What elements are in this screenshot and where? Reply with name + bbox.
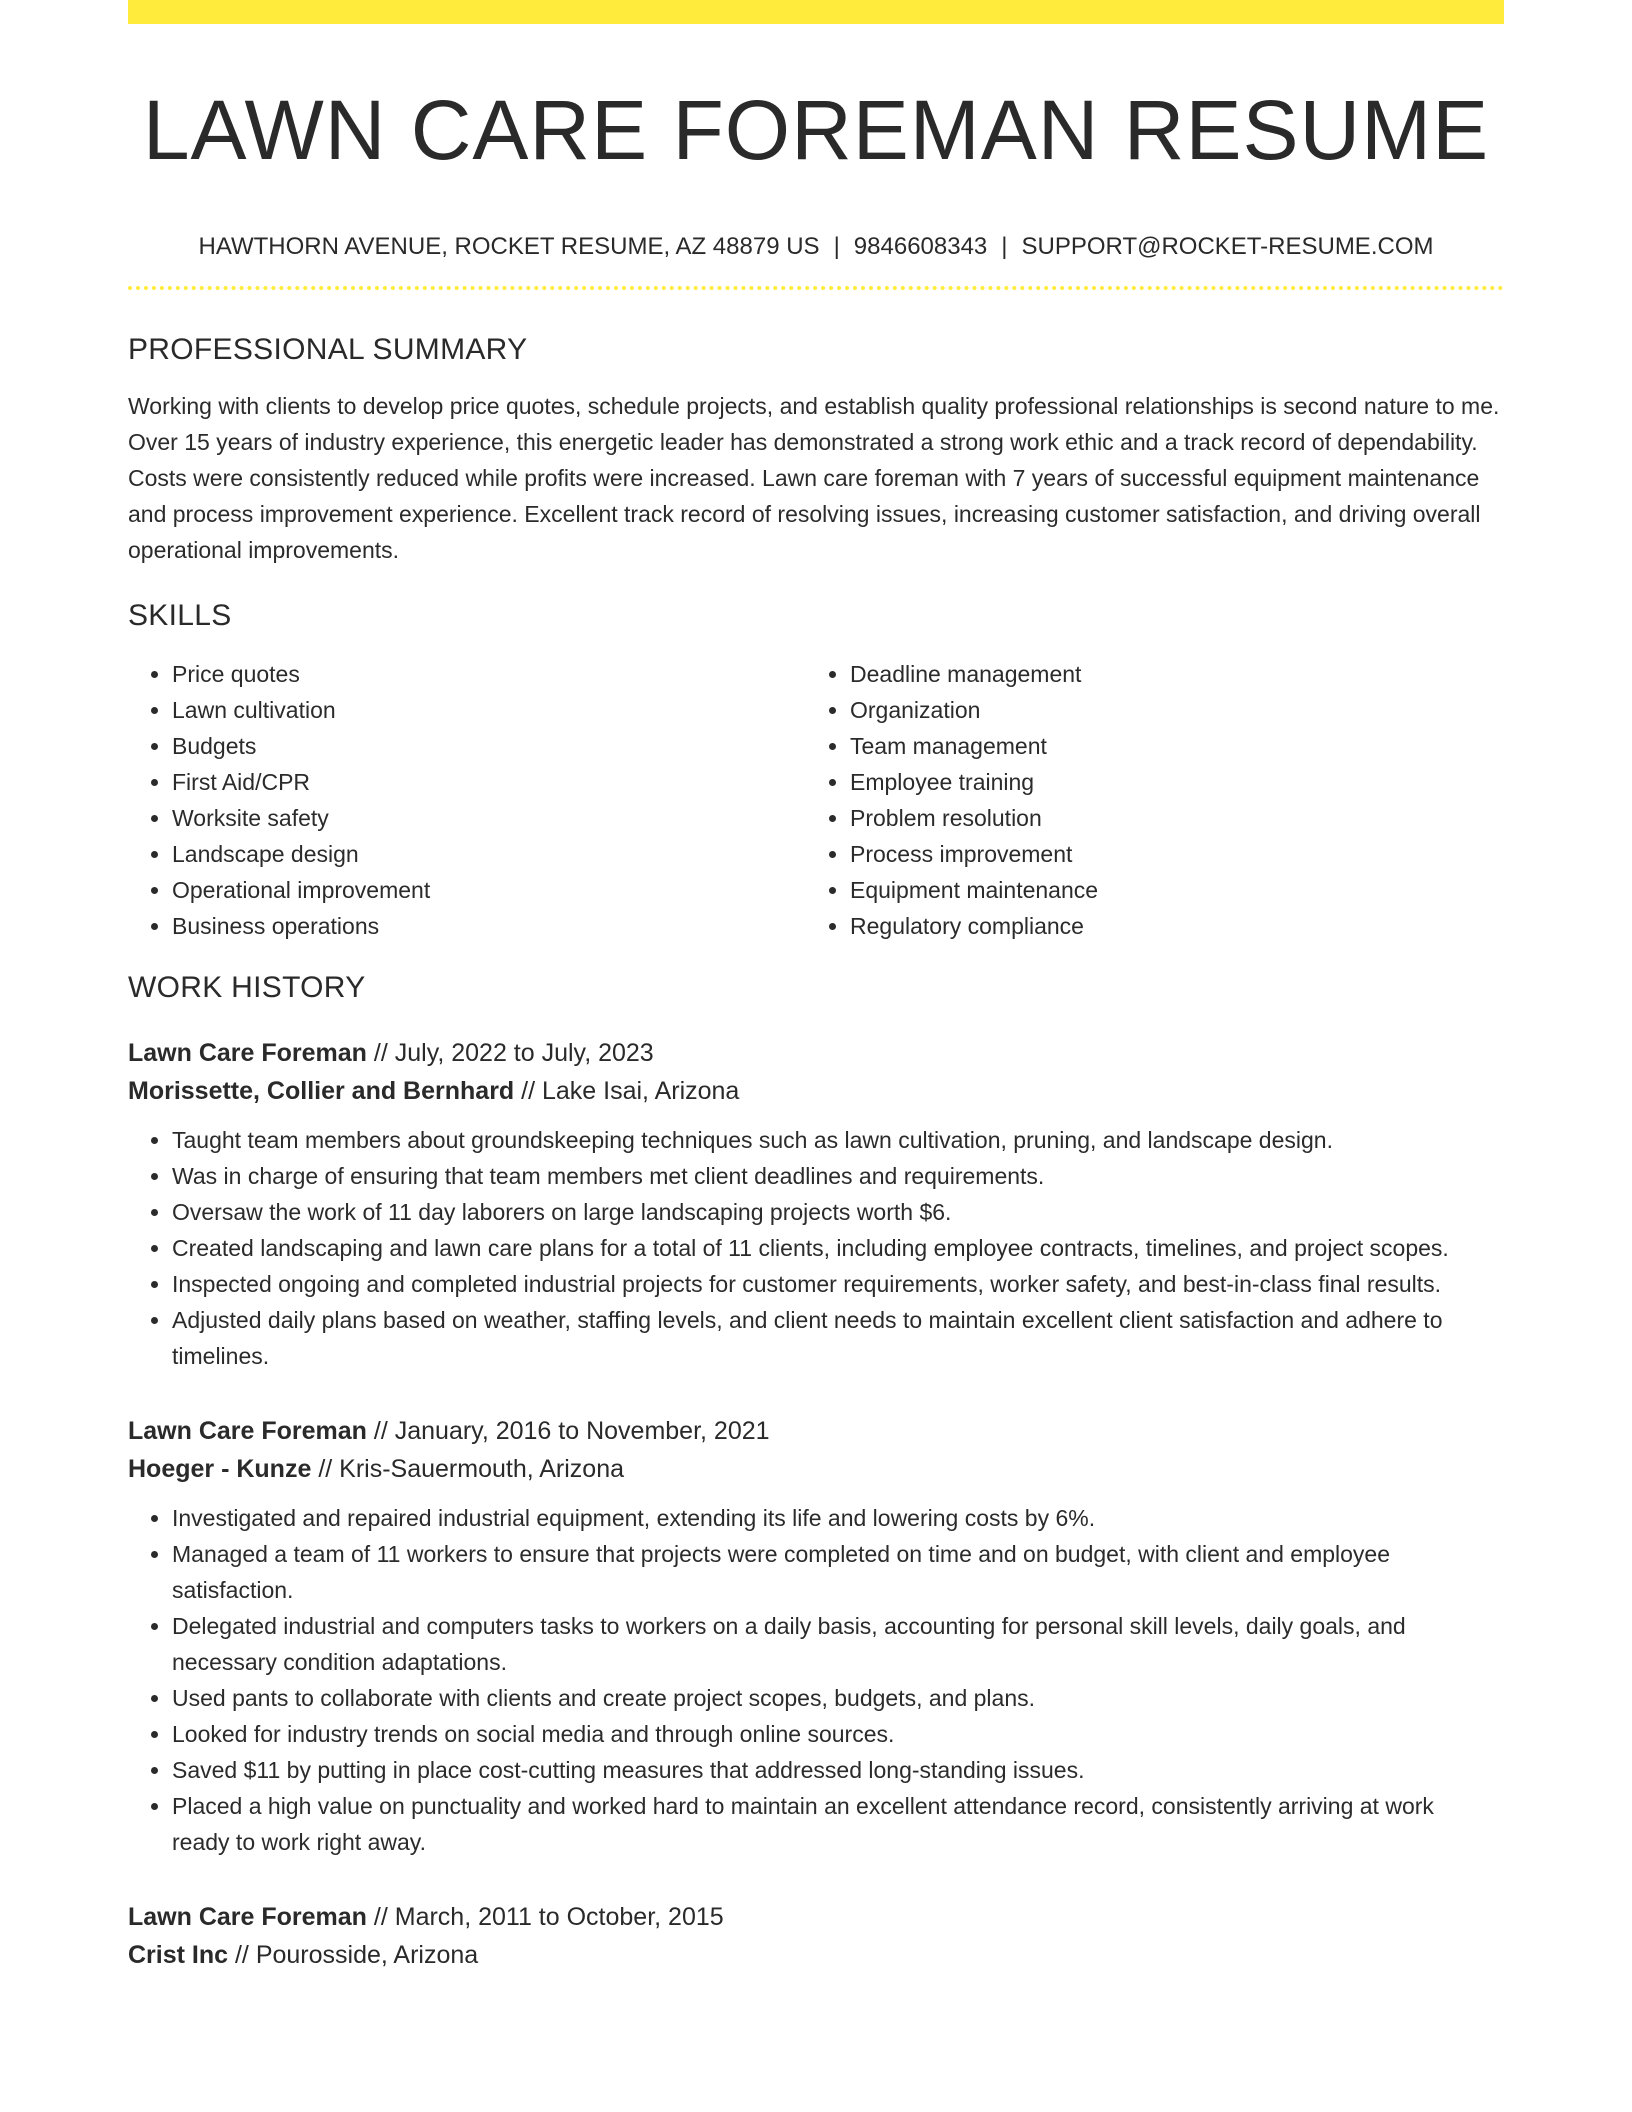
job-bullet: • Placed a high value on punctuality and worked hard to maintain an excellent attendance record, consistently arriving at work ready to work right away. [172,1788,1504,1860]
job-bullet: • Saved $11 by putting in place cost-cutting measures that addressed long-standing issues. [172,1752,1504,1788]
job-title: Lawn Care Foreman [128,1039,367,1067]
job-bullets [128,1122,1504,1374]
skill-item: • Worksite safety [172,800,806,836]
job-dates: // January, 2016 to November, 2021 [373,1417,770,1445]
work-history-section [128,970,1504,1974]
job-entry [128,1412,1504,1860]
contact-line [128,232,1504,262]
job-bullet: • Adjusted daily plans based on weather, staffing levels, and client needs to maintain excellent client satisfaction and adhere to timelines. [172,1302,1504,1374]
skill-item: • Price quotes [172,656,806,692]
job-bullet: • Was in charge of ensuring that team members met client deadlines and requirements. [172,1158,1504,1194]
job-title: Lawn Care Foreman [128,1417,367,1445]
job-bullet: • Used pants to collaborate with clients and create project scopes, budgets, and plans. [172,1680,1504,1716]
skill-item: • First Aid/CPR [172,764,806,800]
job-title-line [128,1898,1504,1936]
contact-email: SUPPORT@ROCKET-RESUME.COM [1021,233,1434,260]
summary-text: Working with clients to develop price quotes, schedule projects, and establish quality professional relationships is second nature to me. Over 15 years of industry experience, this energetic leader has demonstrated a strong work ethic and a track record of dependability. Costs were consistently reduced while profits were increased. Lawn care foreman with 7 years of successful equipment maintenance and process improvement experience. Excellent track record of resolving issues, increasing customer satisfaction, and driving overall operational improvements. [128,393,1500,563]
job-title-line [128,1412,1504,1450]
job-bullet: • Investigated and repaired industrial equipment, extending its life and lowering costs by 6%. [172,1500,1504,1536]
job-title: Lawn Care Foreman [128,1903,367,1931]
skill-item: • Deadline management [850,656,1484,692]
job-bullet: • Looked for industry trends on social media and through online sources. [172,1716,1504,1752]
job-bullet: • Taught team members about groundskeeping techniques such as lawn cultivation, pruning, and landscape design. [172,1122,1504,1158]
skill-item: • Lawn cultivation [172,692,806,728]
skill-item: • Regulatory compliance [850,908,1484,944]
skills-section [128,598,1504,944]
skill-item: • Employee training [850,764,1484,800]
skill-item: • Process improvement [850,836,1484,872]
job-location: // Kris-Sauermouth, Arizona [318,1455,625,1483]
job-location: // Lake Isai, Arizona [521,1077,740,1105]
skills-list-left [128,656,806,944]
dotted-divider [128,286,1504,290]
section-heading: PROFESSIONAL SUMMARY [128,333,528,366]
skill-item: • Landscape design [172,836,806,872]
job-title-line [128,1034,1504,1072]
skill-item: • Equipment maintenance [850,872,1484,908]
skills-list-right [806,656,1484,944]
contact-separator: | [1001,233,1008,260]
job-company: Morissette, Collier and Bernhard [128,1077,515,1105]
job-company-line [128,1936,1504,1974]
job-bullet: • Inspected ongoing and completed industrial projects for customer requirements, worker safety, and best-in-class final results. [172,1266,1504,1302]
job-company: Crist Inc [128,1941,229,1969]
skill-item: • Operational improvement [172,872,806,908]
job-bullet: • Created landscaping and lawn care plans for a total of 11 clients, including employee contracts, timelines, and project scopes. [172,1230,1504,1266]
job-entry [128,1034,1504,1374]
skill-item: • Budgets [172,728,806,764]
section-heading: WORK HISTORY [128,971,366,1004]
job-bullets [128,1500,1504,1860]
contact-address: HAWTHORN AVENUE, ROCKET RESUME, AZ 48879 US [198,233,820,260]
resume-page [128,0,1504,1974]
skill-item: • Team management [850,728,1484,764]
job-bullet: • Managed a team of 11 workers to ensure that projects were completed on time and on budget, with client and employee satisfaction. [172,1536,1504,1608]
section-heading: SKILLS [128,599,232,632]
professional-summary-section [128,332,1504,568]
skill-item: • Business operations [172,908,806,944]
contact-separator: | [833,233,840,260]
job-entry [128,1898,1504,1974]
job-dates: // July, 2022 to July, 2023 [373,1039,654,1067]
job-company: Hoeger - Kunze [128,1455,312,1483]
job-dates: // March, 2011 to October, 2015 [373,1903,724,1931]
job-bullet: • Oversaw the work of 11 day laborers on large landscaping projects worth $6. [172,1194,1504,1230]
skill-item: • Organization [850,692,1484,728]
job-bullet: • Delegated industrial and computers tasks to workers on a daily basis, accounting for personal skill levels, daily goals, and necessary condition adaptations. [172,1608,1504,1680]
job-company-line [128,1072,1504,1110]
skills-columns [128,656,1504,944]
job-company-line [128,1450,1504,1488]
job-location: // Pourosside, Arizona [234,1941,479,1969]
skill-item: • Problem resolution [850,800,1484,836]
contact-phone: 9846608343 [853,233,988,260]
top-accent-bar [128,0,1504,24]
resume-title: LAWN CARE FOREMAN RESUME [142,83,1490,177]
